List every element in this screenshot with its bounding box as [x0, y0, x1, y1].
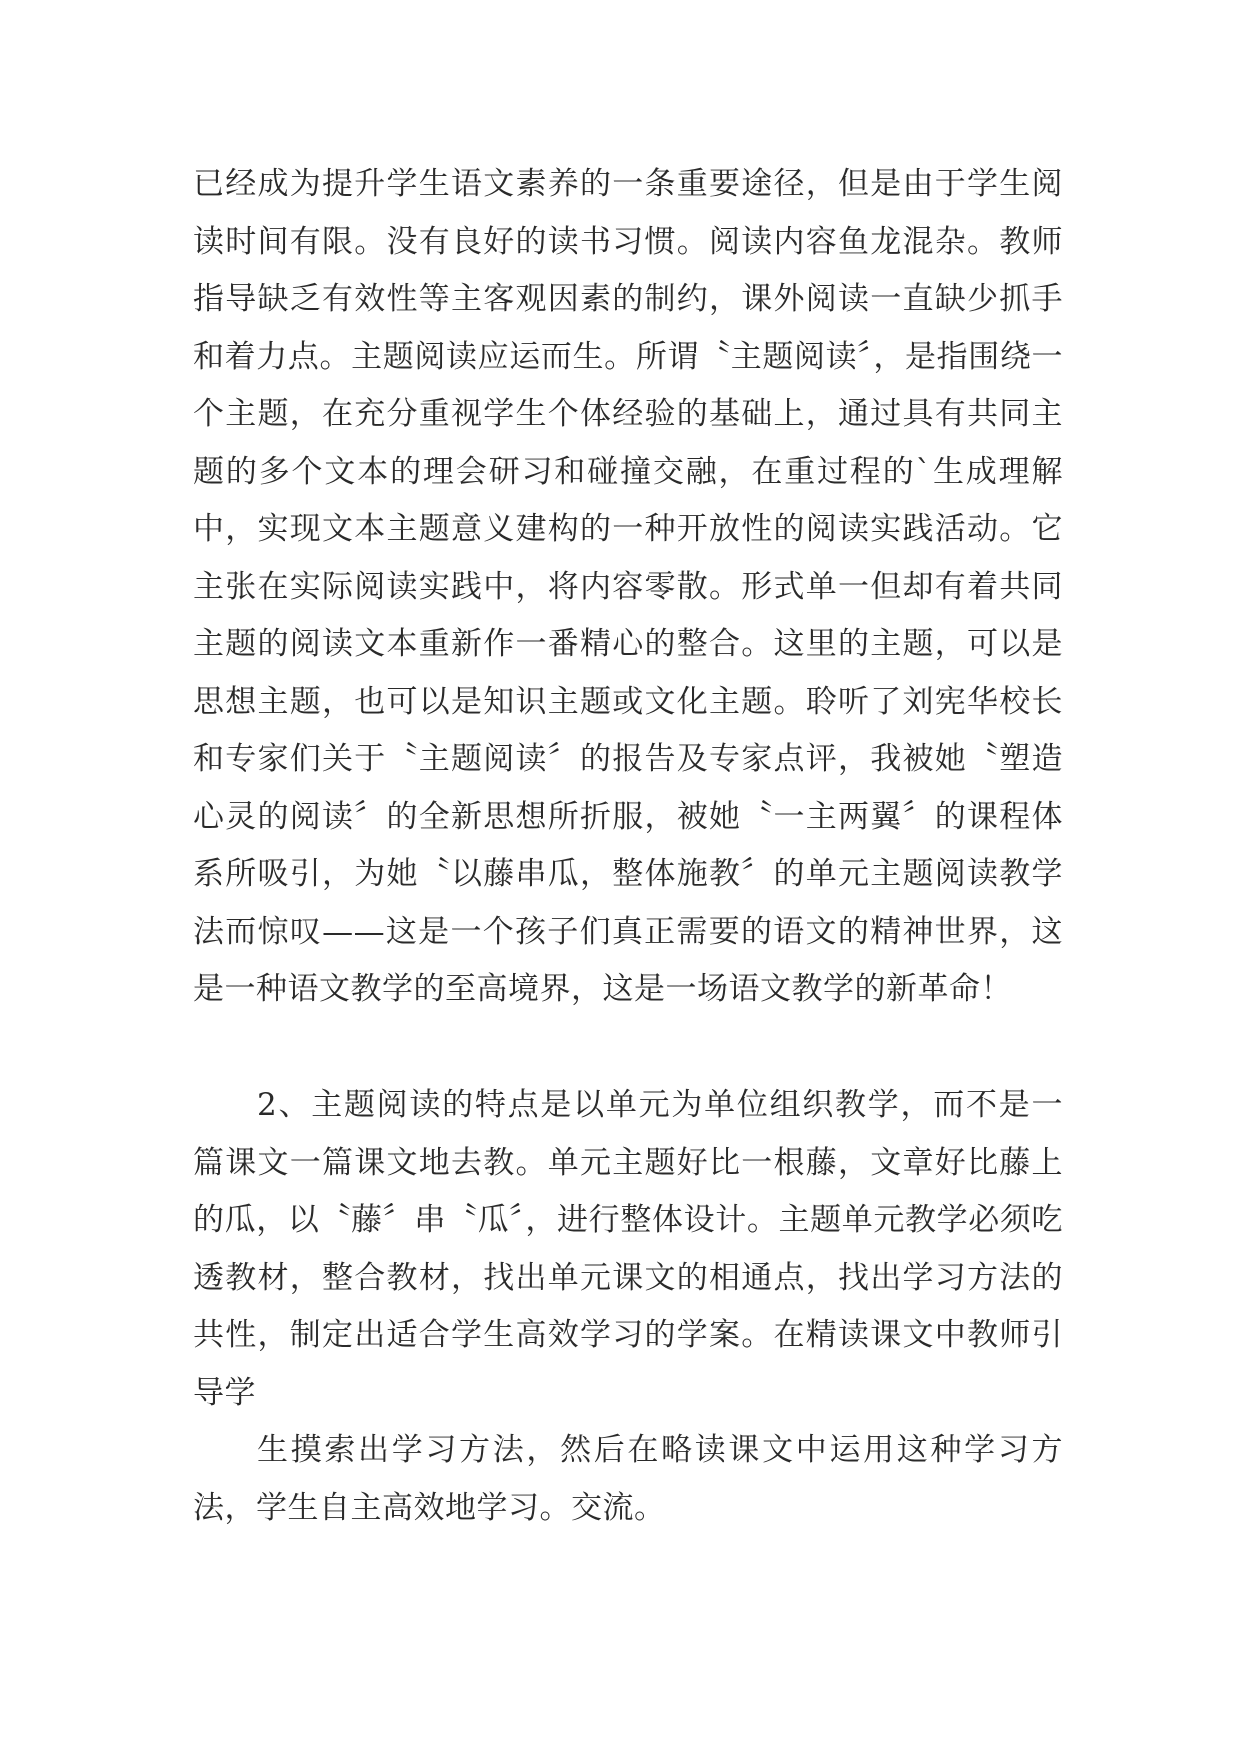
paragraph-text: 生摸索出学习方法，然后在略读课文中运用这种学习方法，学生自主高效地学习。交流。 — [193, 1432, 1063, 1526]
paragraph-text: 2、主题阅读的特点是以单元为单位组织教学，而不是一篇课文一篇课文地去教。单元主题好比一根藤，文章好比藤上的瓜，以〝藤〞串〝瓜〞，进行整体设计。主题单元教学必须吃透教材，整合教材，找出单元课文的相通点，找出学习方法的共性，制定出适合学生高效学习的学案。在精读课文中教师引导学 — [193, 1087, 1063, 1411]
body-paragraph — [193, 1077, 1063, 1422]
body-paragraph — [193, 156, 1063, 1019]
body-paragraph — [193, 1422, 1063, 1537]
paragraph-text: 已经成为提升学生语文素养的一条重要途径，但是由于学生阅读时间有限。没有良好的读书习惯。阅读内容鱼龙混杂。教师指导缺乏有效性等主客观因素的制约，课外阅读一直缺少抓手和着力点。主题阅读应运而生。所谓〝主题阅读〞，是指围绕一个主题，在充分重视学生个体经验的基础上，通过具有共同主题的多个文本的理会研习和碰撞交融，在重过程的`生成理解中，实现文本主题意义建构的一种开放性的阅读实践活动。它主张在实际阅读实践中，将内容零散。形式单一但却有着共同主题的阅读文本重新作一番精心的整合。这里的主题，可以是思想主题，也可以是知识主题或文化主题。聆听了刘宪华校长和专家们关于〝主题阅读〞的报告及专家点评，我被她〝塑造心灵的阅读〞的全新思想所折服，被她〝一主两翼〞的课程体系所吸引，为她〝以藤串瓜，整体施教〞的单元主题阅读教学法而惊叹——这是一个孩子们真正需要的语文的精神世界，这是一种语文教学的至高境界，这是一场语文教学的新革命！ — [193, 166, 1063, 1007]
